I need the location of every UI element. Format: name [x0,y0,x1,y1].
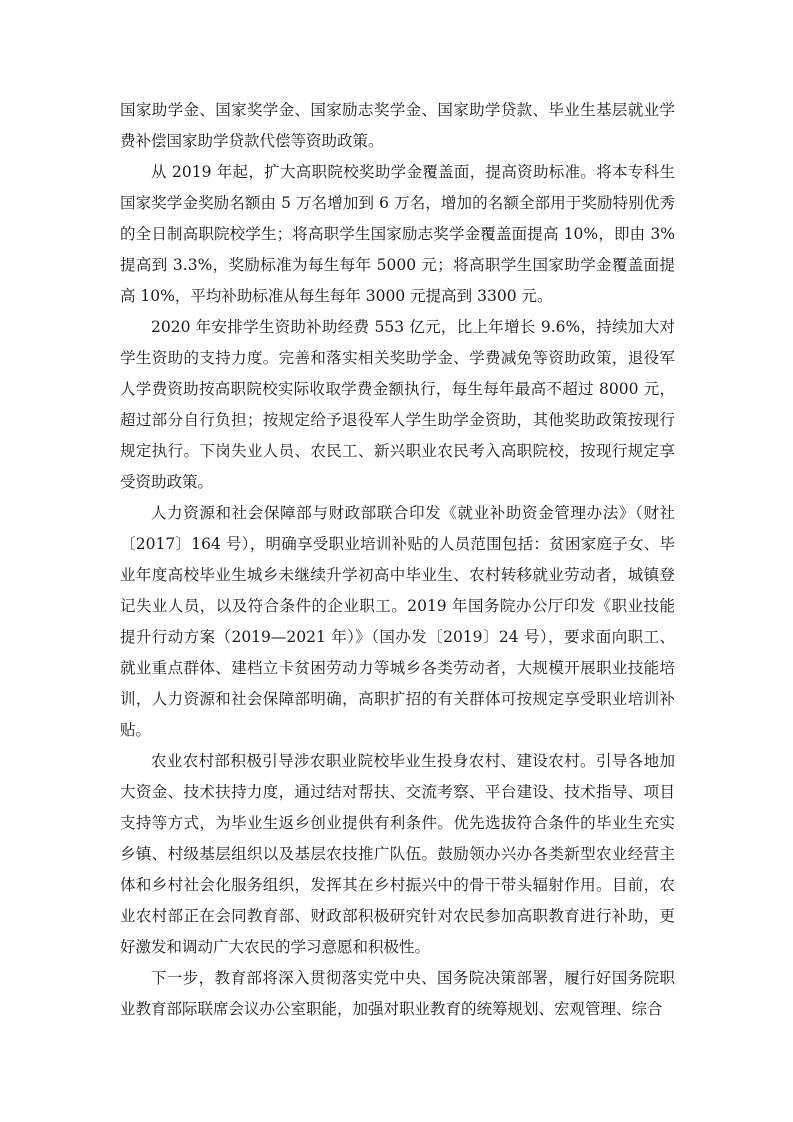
document-body [120,95,675,1025]
paragraph-funding-2020: 2020 年安排学生资助补助经费 553 亿元，比上年增长 9.6%，持续加大对学生资助的支持力度。完善和落实相关奖助学金、学费减免等资助政策，退役军人学费资助按高职院校实际收取学费金额执行，每生每年最高不超过 8000 元，超过部分自行负担；按规定给予退役军人学生助学金资助，其他奖助政策按现行规定执行。下岗失业人员、农民工、新兴职业农民考入高职院校，按现行规定享受资助政策。 [120,318,675,491]
paragraph-vocational-training-subsidy: 人力资源和社会保障部与财政部联合印发《就业补助资金管理办法》（财社〔2017〕164 号），明确享受职业培训补贴的人员范围包括：贫困家庭子女、毕业年度高校毕业生城乡未继续升学初高中毕业生、农村转移就业劳动者，城镇登记失业人员，以及符合条件的企业职工。2019 年国务院办公厅印发《职业技能提升行动方案（2019—2021 年）》（国办发〔2019〕24 号），要求面向职工、就业重点群体、建档立卡贫困劳动力等城乡各类劳动者，大规模开展职业技能培训，人力资源和社会保障部明确，高职扩招的有关群体可按规定享受职业培训补贴。 [120,504,675,739]
paragraph-agriculture-ministry: 农业农村部积极引导涉农职业院校毕业生投身农村、建设农村。引导各地加大资金、技术扶持力度，通过结对帮扶、交流考察、平台建设、技术指导、项目支持等方式，为毕业生返乡创业提供有利条件。优先选拔符合条件的毕业生充实乡镇、村级基层组织以及基层农技推广队伍。鼓励领办兴办各类新型农业经营主体和乡村社会化服务组织，发挥其在乡村振兴中的骨干带头辐射作用。目前，农业农村部正在会同教育部、财政部积极研究针对农民参加高职教育进行补助，更好激发和调动广大农民的学习意愿和积极性。 [120,752,675,956]
paragraph-funding-policies-continued: 国家助学金、国家奖学金、国家励志奖学金、国家助学贷款、毕业生基层就业学费补偿国家助学贷款代偿等资助政策。 [120,101,675,150]
paragraph-next-steps: 下一步，教育部将深入贯彻落实党中央、国务院决策部署，履行好国务院职业教育部际联席会议办公室职能，加强对职业教育的统筹规划、宏观管理、综合 [120,969,675,1018]
paragraph-scholarship-expansion-2019: 从 2019 年起，扩大高职院校奖助学金覆盖面，提高资助标准。将本专科生国家奖学金奖励名额由 5 万名增加到 6 万名，增加的名额全部用于奖励特别优秀的全日制高职院校学生；将高职学生国家励志奖学金覆盖面提高 10%，即由 3%提高到 3.3%，奖励标准为每生每年 5000 元；将高职学生国家助学金覆盖面提高 10%，平均补助标准从每生每年 3000 元提高到 3300 元。 [120,163,675,305]
